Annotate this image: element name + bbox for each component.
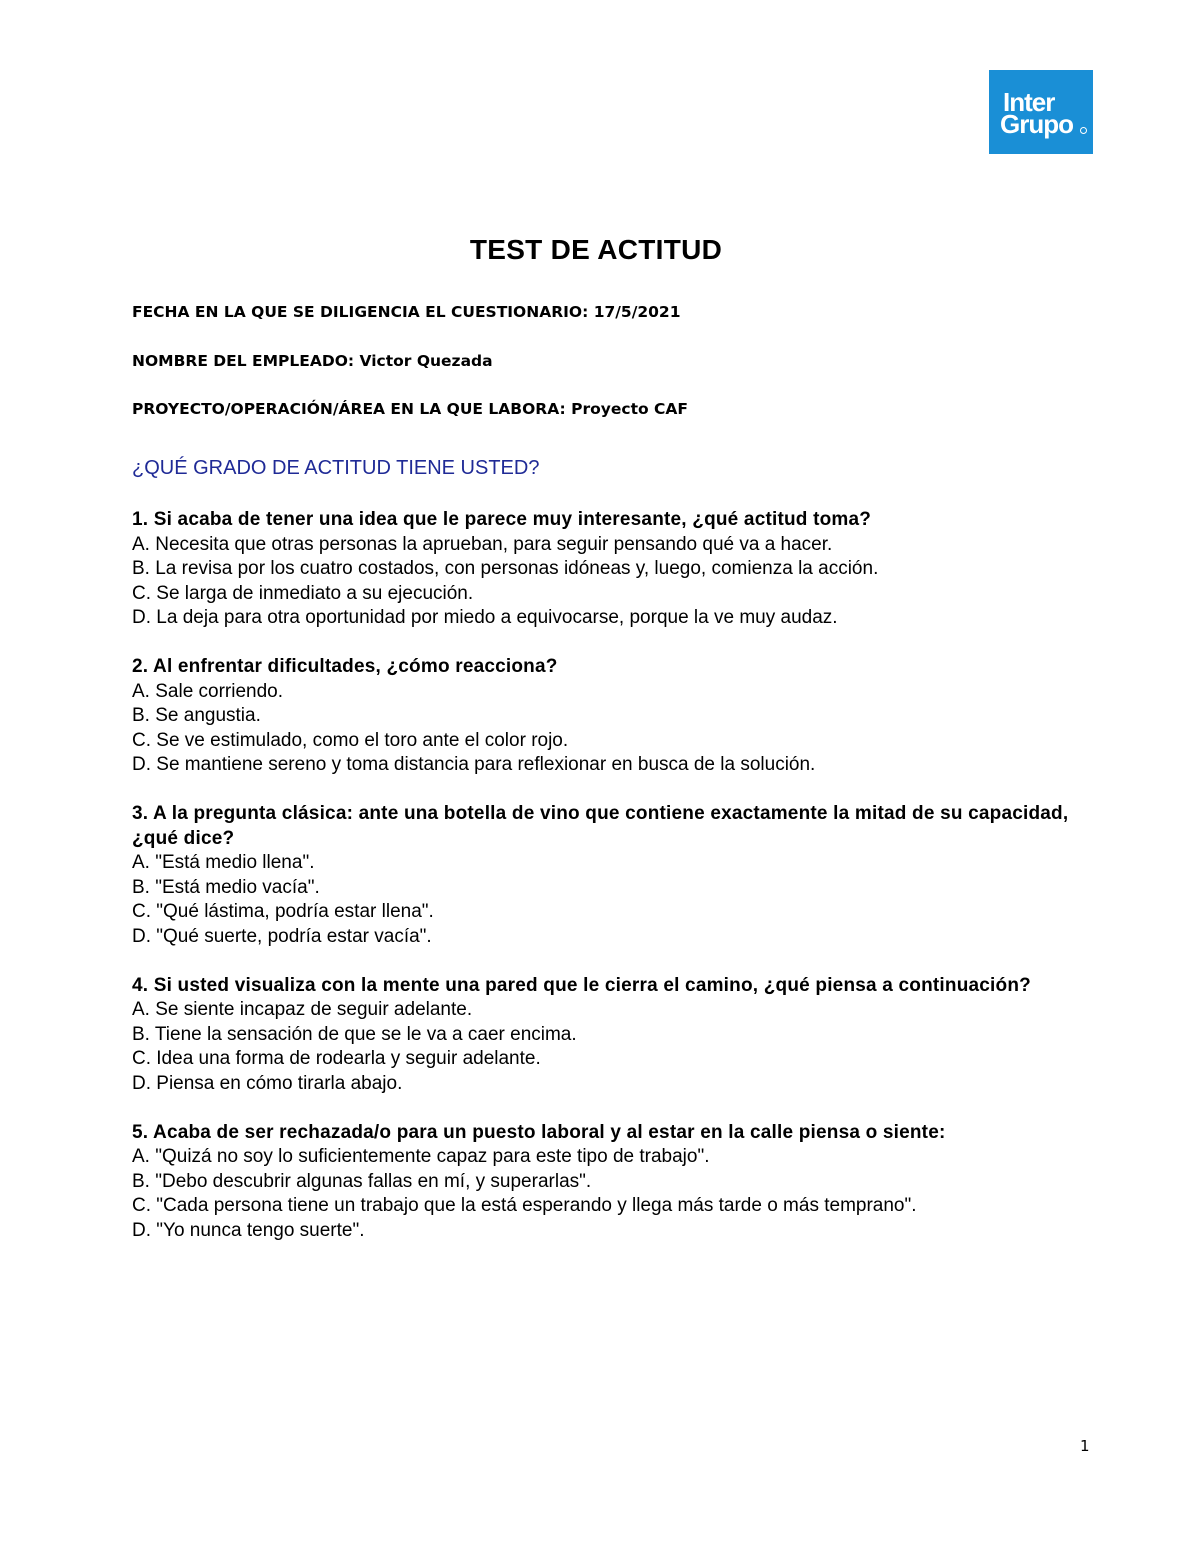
option-a: A. "Está medio llena".: [132, 852, 315, 873]
section-heading: ¿QUÉ GRADO DE ACTITUD TIENE USTED?: [132, 457, 540, 479]
field-proyecto: [132, 399, 688, 419]
registered-mark-icon: [1080, 127, 1087, 134]
page-number: 1: [1080, 1437, 1090, 1455]
option-c: C. Se ve estimulado, como el toro ante el color rojo.: [132, 729, 569, 751]
question-3: [132, 802, 1072, 949]
option-b: B. "Debo descubrir algunas fallas en mí, y superarlas".: [132, 1170, 592, 1192]
field-nombre: [132, 351, 493, 371]
option-d: D. Se mantiene sereno y toma distancia para reflexionar en busca de la solución.: [132, 754, 816, 775]
option-b: B. "Está medio vacía".: [132, 876, 320, 898]
field-value: Victor Quezada: [359, 352, 493, 370]
field-value: 17/5/2021: [593, 303, 681, 321]
option-c: C. Idea una forma de rodearla y seguir adelante.: [132, 1048, 541, 1069]
option-d: D. La deja para otra oportunidad por miedo a equivocarse, porque la ve muy audaz.: [132, 607, 838, 628]
logo-text-line2: Grupo: [1000, 109, 1073, 139]
field-value: Proyecto CAF: [571, 400, 688, 418]
question-4: [132, 974, 1072, 1097]
option-a: A. "Quizá no soy lo suficientemente capaz para este tipo de trabajo".: [132, 1146, 710, 1167]
option-c: C. "Cada persona tiene un trabajo que la está esperando y llega más tarde o más temprano".: [132, 1195, 917, 1216]
option-c: C. Se larga de inmediato a su ejecución.: [132, 582, 474, 604]
question-list: [132, 508, 1072, 1268]
option-d: D. "Qué suerte, podría estar vacía".: [132, 925, 432, 947]
document-title: TEST DE ACTITUD: [469, 234, 723, 265]
field-label: FECHA EN LA QUE SE DILIGENCIA EL CUESTIONARIO:: [132, 303, 589, 321]
option-b: B. Se angustia.: [132, 705, 261, 726]
question-text: 5. Acaba de ser rechazada/o para un puesto laboral y al estar en la calle piensa o siente:: [132, 1121, 946, 1143]
question-5: [132, 1121, 1072, 1244]
option-b: B. Tiene la sensación de que se le va a caer encima.: [132, 1023, 577, 1045]
option-d: D. "Yo nunca tengo suerte".: [132, 1219, 365, 1241]
option-b: B. La revisa por los cuatro costados, con personas idóneas y, luego, comienza la acción.: [132, 558, 879, 579]
question-2: [132, 655, 1072, 778]
option-a: A. Sale corriendo.: [132, 680, 284, 702]
intergrupo-logo: [989, 70, 1093, 154]
field-label: NOMBRE DEL EMPLEADO:: [132, 352, 355, 370]
option-d: D. Piensa en cómo tirarla abajo.: [132, 1072, 403, 1094]
question-text: 3. A la pregunta clásica: ante una botella de vino que contiene exactamente la mitad de su capacidad, ¿qué dice?: [132, 803, 1069, 849]
question-text: 1. Si acaba de tener una idea que le parece muy interesante, ¿qué actitud toma?: [132, 509, 872, 530]
option-a: A. Se siente incapaz de seguir adelante.: [132, 999, 473, 1020]
field-label: PROYECTO/OPERACIÓN/ÁREA EN LA QUE LABORA:: [132, 400, 566, 418]
option-c: C. "Qué lástima, podría estar llena".: [132, 901, 434, 922]
field-fecha: [132, 302, 681, 322]
question-text: 2. Al enfrentar dificultades, ¿cómo reacciona?: [132, 656, 558, 677]
question-text: 4. Si usted visualiza con la mente una pared que le cierra el camino, ¿qué piensa a continuación?: [132, 974, 1031, 996]
logo-text-line1: Inter: [1003, 87, 1055, 117]
option-a: A. Necesita que otras personas la aprueban, para seguir pensando qué va a hacer.: [132, 533, 833, 555]
question-1: [132, 508, 1072, 631]
